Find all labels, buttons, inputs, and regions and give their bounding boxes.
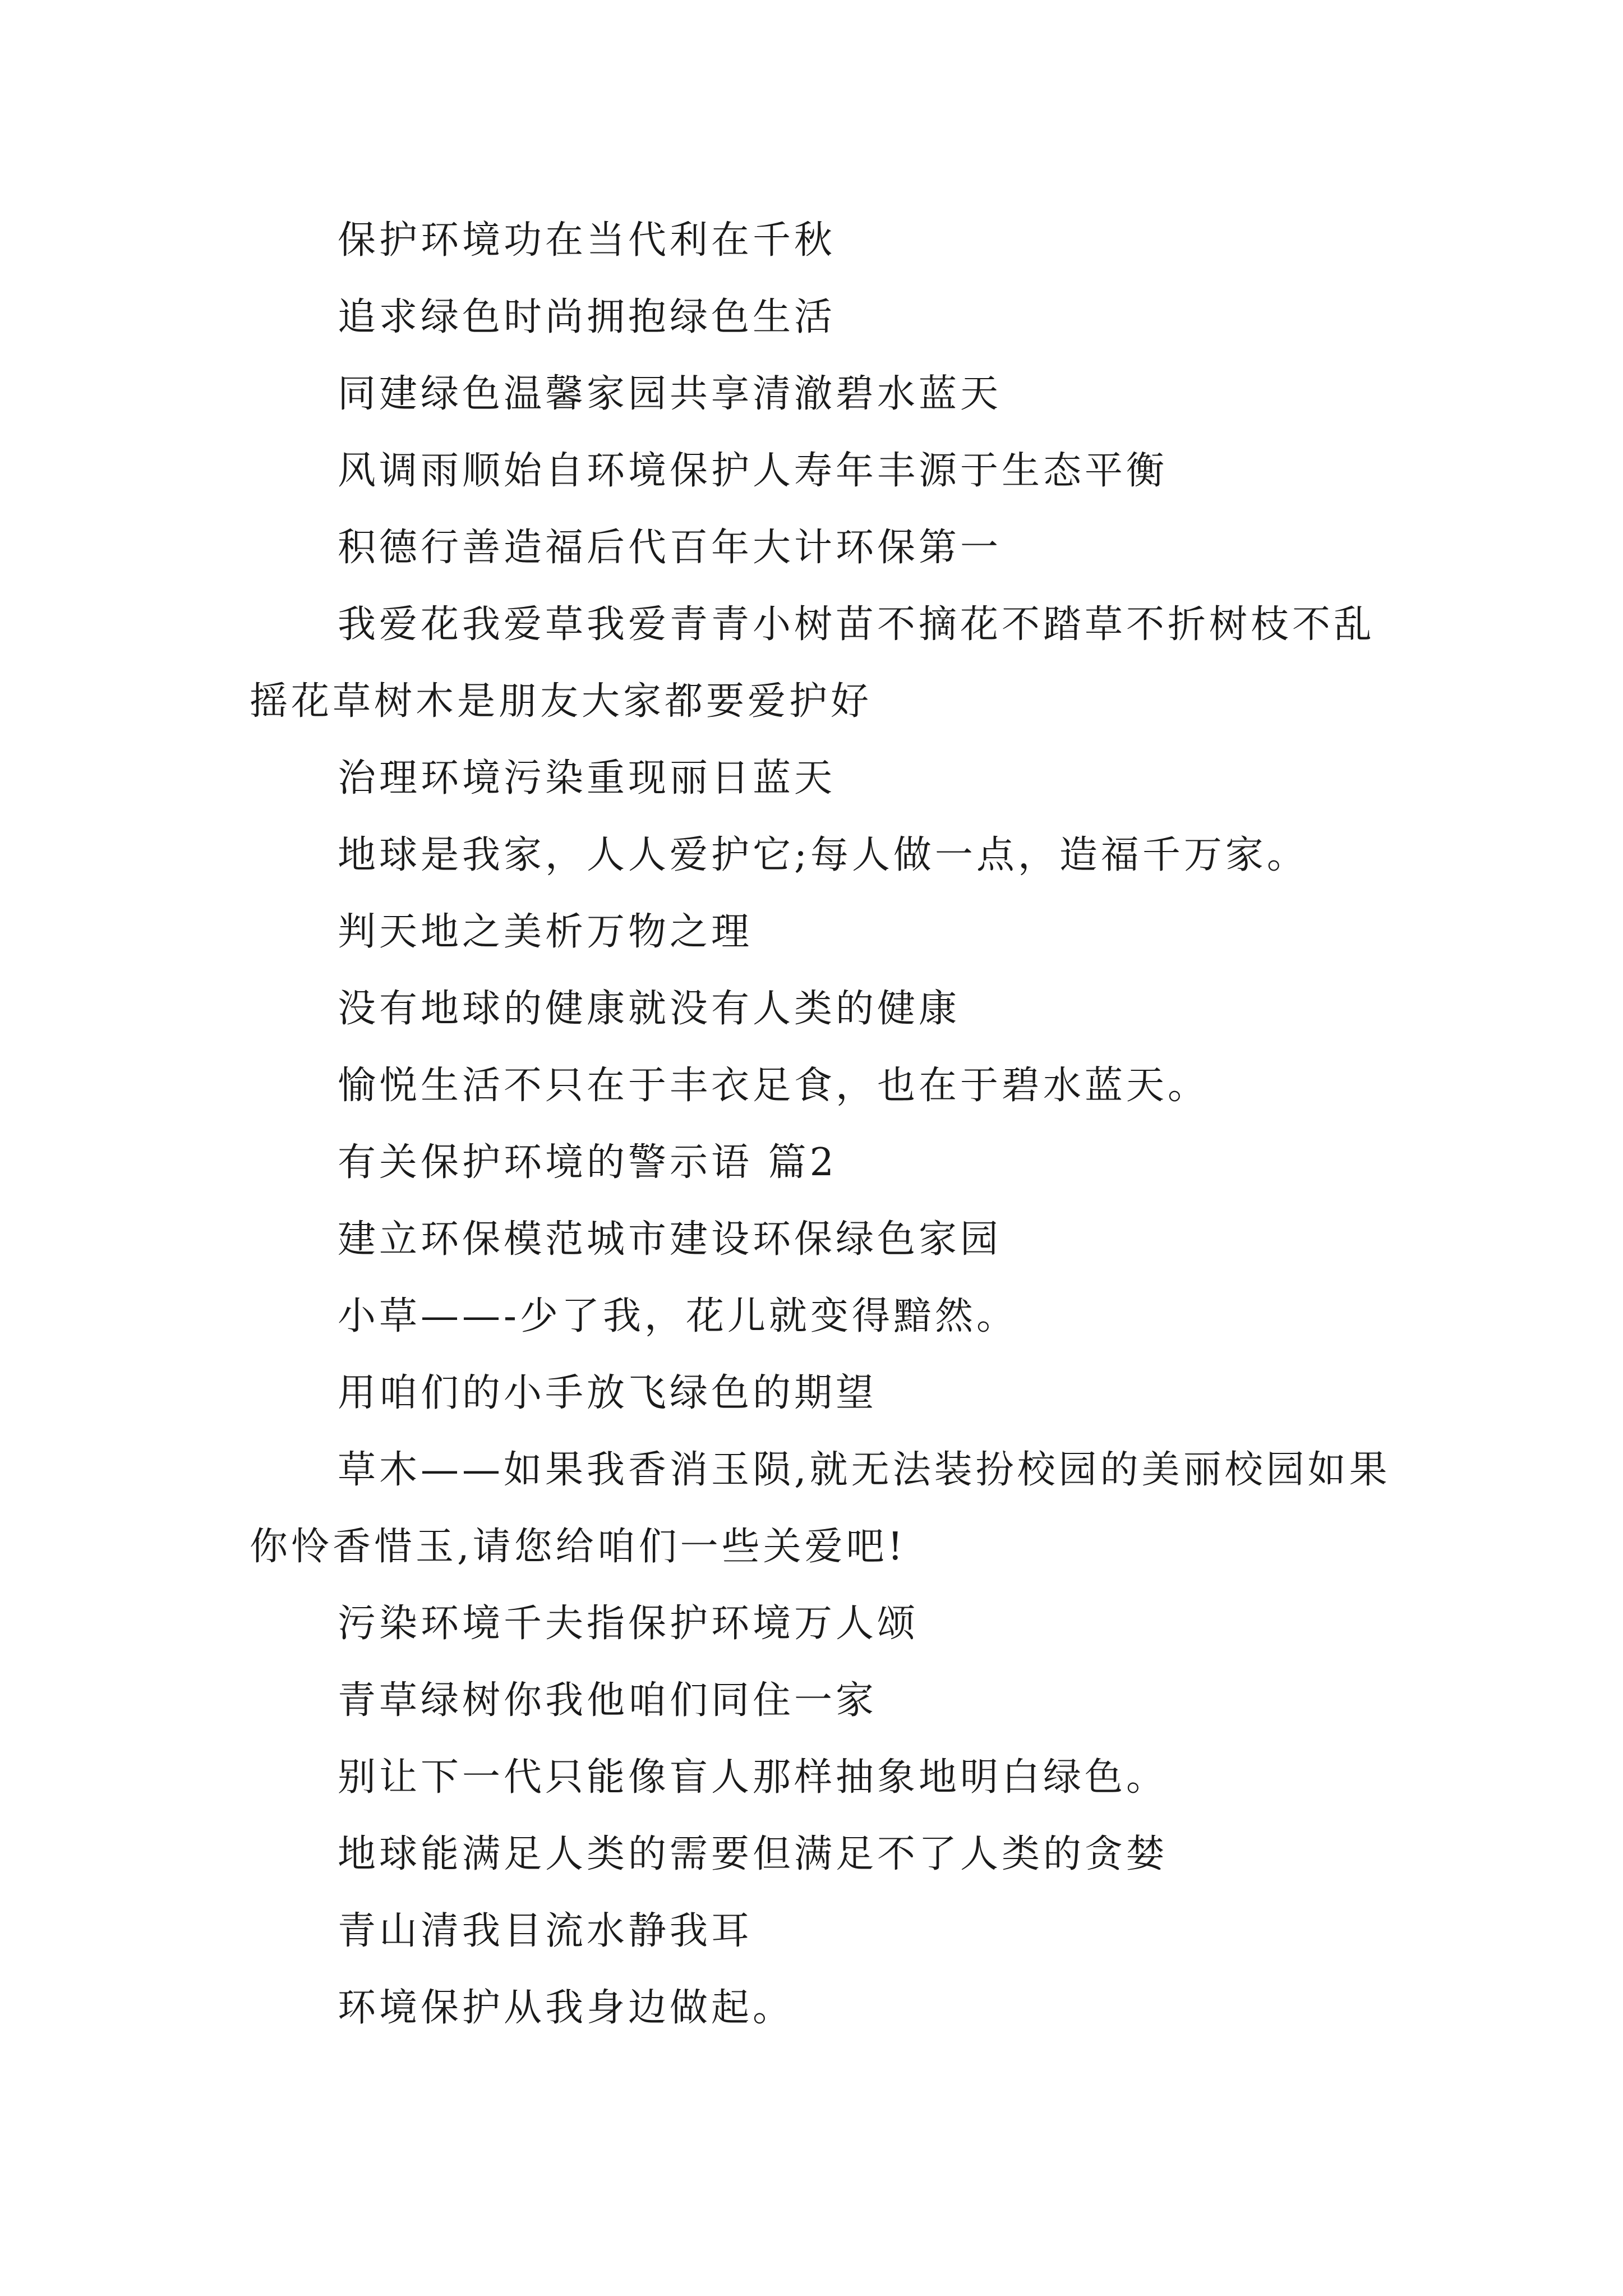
- paragraph: 愉悦生活不只在于丰衣足食，也在于碧水蓝天。: [338, 1064, 1210, 1108]
- paragraph: 青草绿树你我他咱们同住一家: [338, 1678, 878, 1723]
- document-body: [250, 202, 1399, 2046]
- paragraph: 风调雨顺始自环境保护人寿年丰源于生态平衡: [338, 449, 1168, 493]
- paragraph: 地球是我家，人人爱护它;每人做一点，造福千万家。: [338, 833, 1308, 877]
- paragraph: 建立环保模范城市建设环保绿色家园: [338, 1217, 1002, 1262]
- paragraph: 我爱花我爱草我爱青青小树苗不摘花不踏草不折树枝不乱摇花草树木是朋友大家都要爱护好: [250, 602, 1376, 724]
- paragraph: 判天地之美析万物之理: [338, 910, 753, 954]
- paragraph: 积德行善造福后代百年大计环保第一: [338, 526, 1002, 570]
- section-heading: 有关保护环境的警示语 篇2: [338, 1140, 837, 1185]
- paragraph: 别让下一代只能像盲人那样抽象地明白绿色。: [338, 1755, 1168, 1800]
- paragraph: 追求绿色时尚拥抱绿色生活: [338, 295, 836, 339]
- paragraph: 没有地球的健康就没有人类的健康: [338, 987, 961, 1031]
- paragraph: 保护环境功在当代利在千秋: [338, 218, 836, 263]
- paragraph: 污染环境千夫指保护环境万人颂: [338, 1602, 919, 1646]
- paragraph: 同建绿色温馨家园共享清澈碧水蓝天: [338, 372, 1002, 416]
- paragraph: 小草——-少了我，花儿就变得黯然。: [338, 1294, 1018, 1338]
- paragraph: 草木——如果我香消玉陨,就无法装扮校园的美丽校园如果你怜香惜玉,请您给咱们一些关爱吧!: [250, 1448, 1391, 1569]
- paragraph: 环境保护从我身边做起。: [338, 1986, 795, 2030]
- paragraph: 治理环境污染重现丽日蓝天: [338, 756, 836, 800]
- paragraph: 青山清我目流水静我耳: [338, 1909, 753, 1953]
- paragraph: 用咱们的小手放飞绿色的期望: [338, 1371, 878, 1415]
- paragraph: 地球能满足人类的需要但满足不了人类的贪婪: [338, 1832, 1168, 1876]
